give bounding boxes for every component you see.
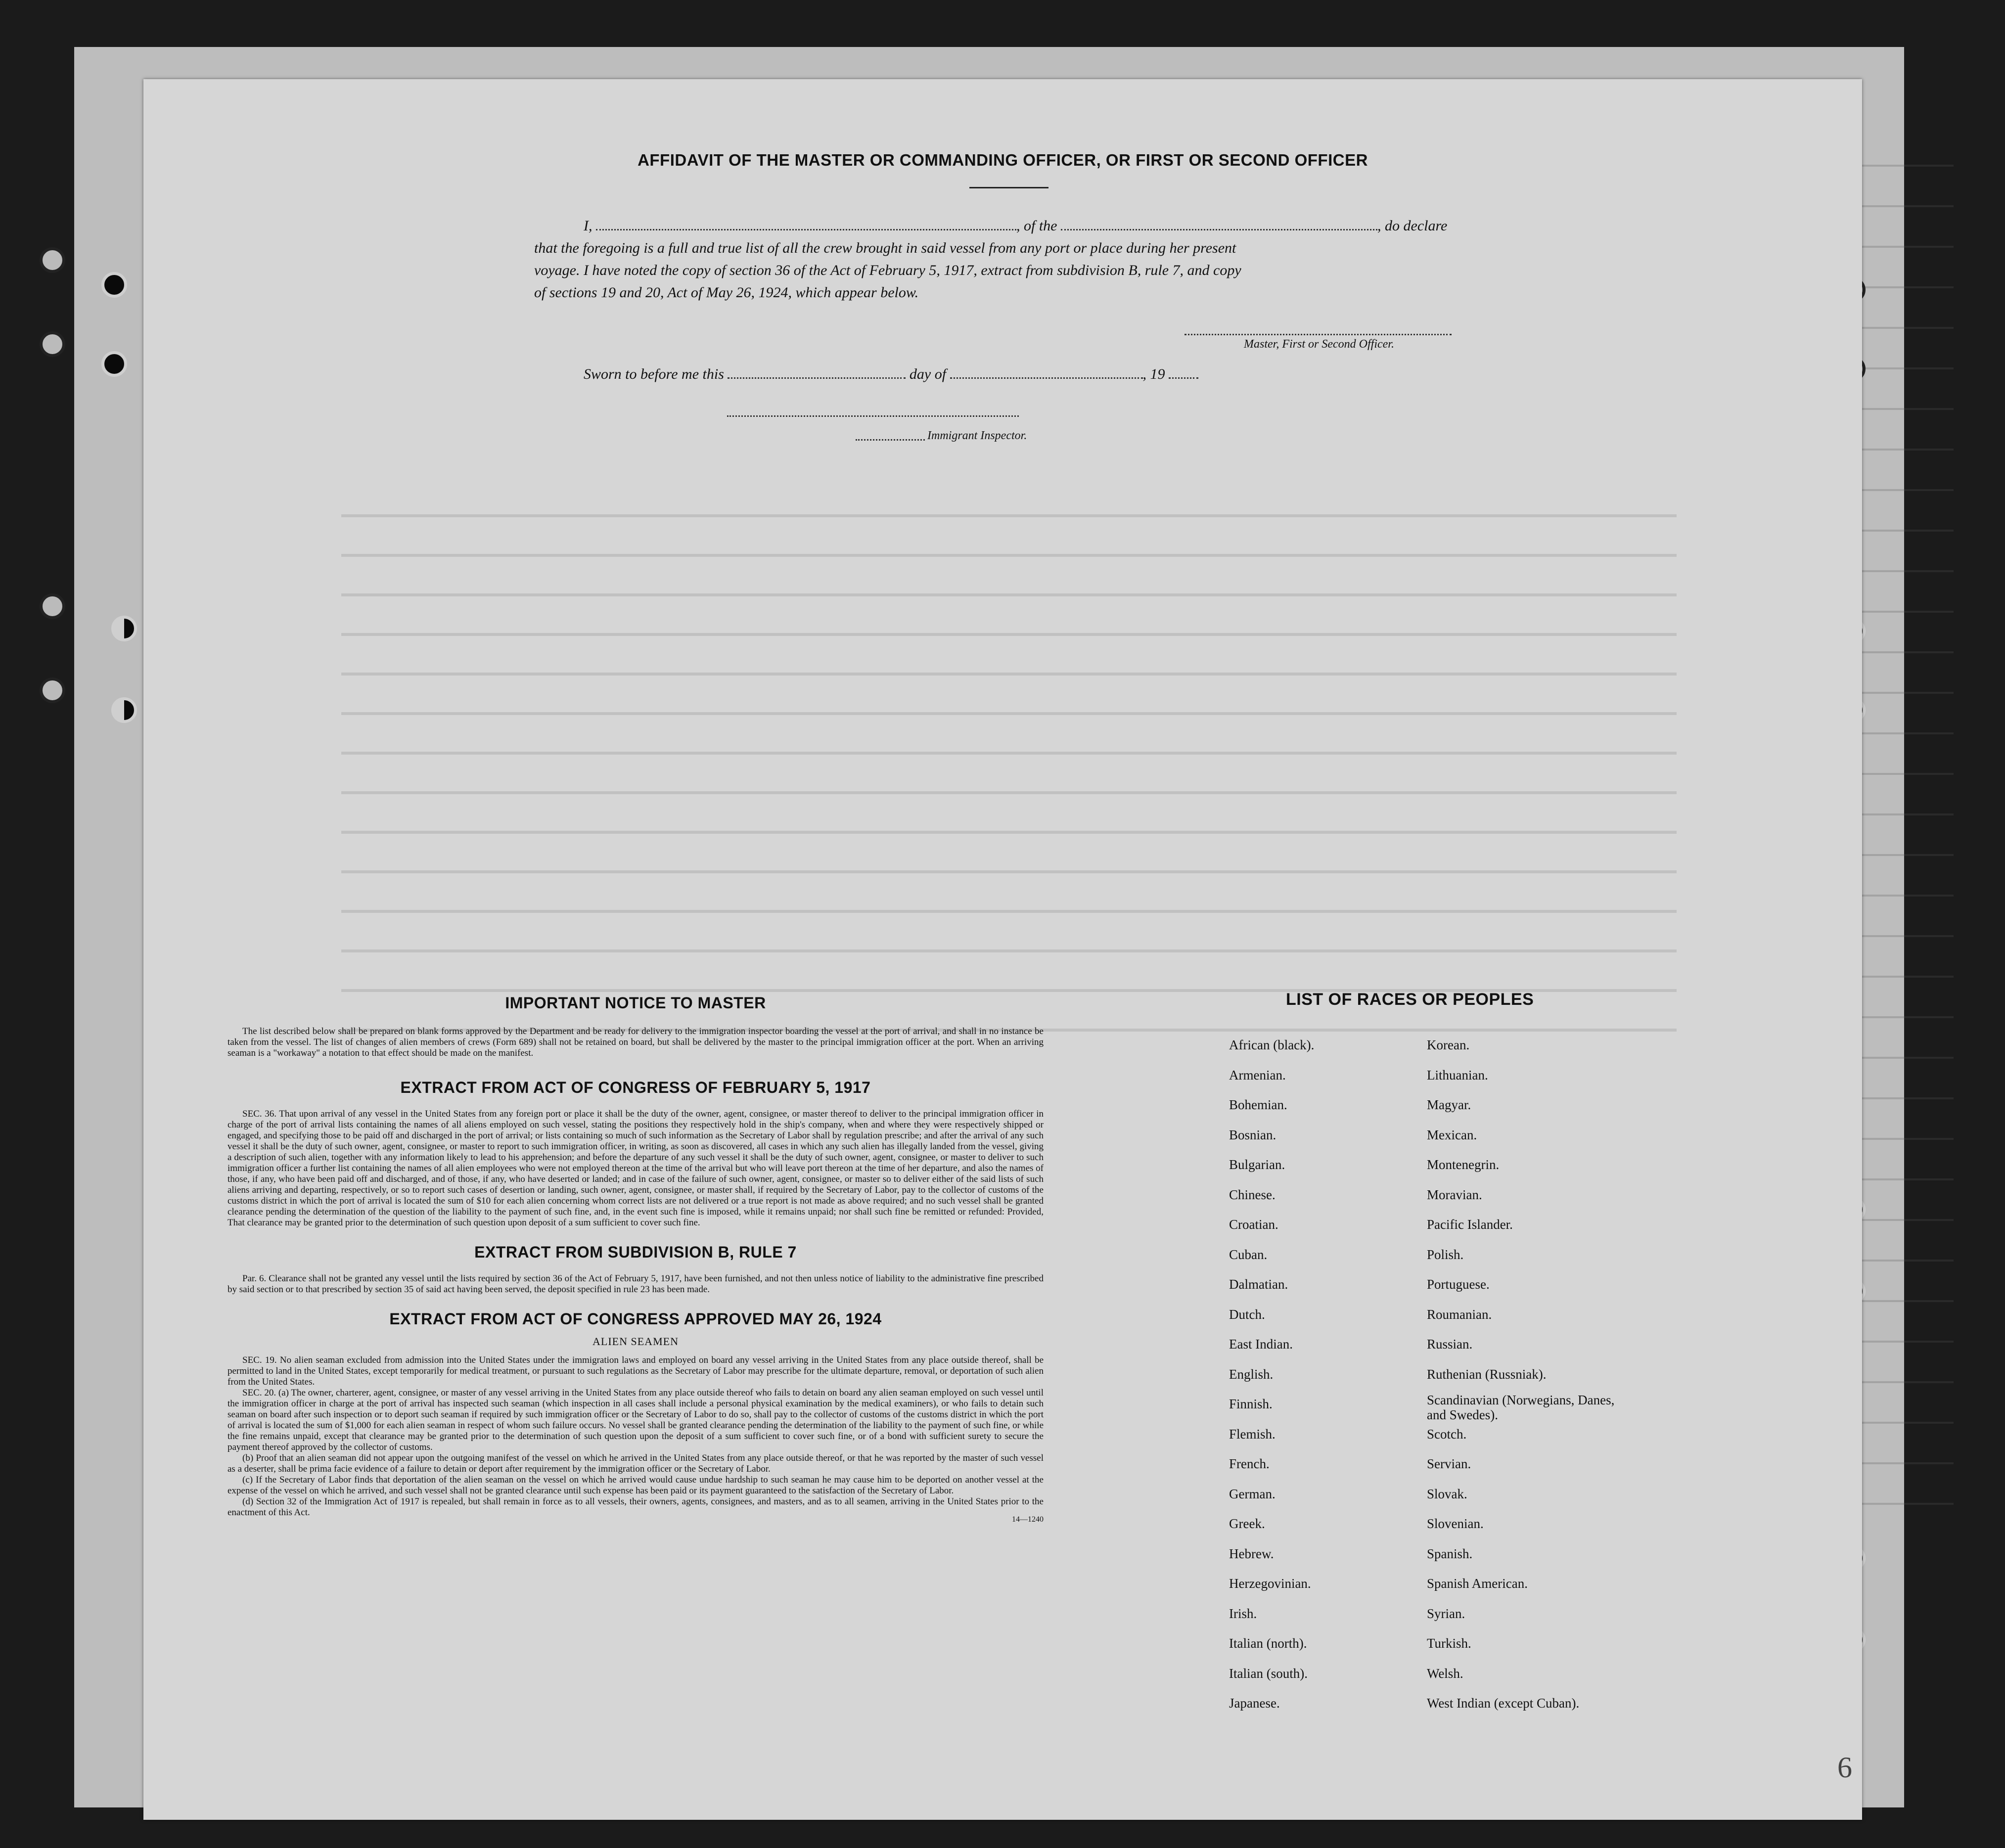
bleed-through-row bbox=[341, 514, 1677, 517]
race-item-right: Lithuanian. bbox=[1427, 1067, 1488, 1082]
binder-hole-left-6 bbox=[111, 616, 137, 641]
bleed-through-row bbox=[341, 673, 1677, 676]
races-title: LIST OF RACES OR PEOPLES bbox=[1286, 990, 1534, 1009]
race-item-right: Magyar. bbox=[1427, 1097, 1471, 1112]
affidavit-line-4: of sections 19 and 20, Act of May 26, 1924, which appear below. bbox=[534, 284, 919, 301]
race-item-left: Bohemian. bbox=[1229, 1097, 1287, 1112]
race-item-left: German. bbox=[1229, 1486, 1276, 1501]
race-item-right: Montenegrin. bbox=[1427, 1157, 1500, 1172]
race-item-left: Finnish. bbox=[1229, 1397, 1273, 1411]
extract-rule7-title: EXTRACT FROM SUBDIVISION B, RULE 7 bbox=[474, 1243, 797, 1261]
race-item-right: Spanish. bbox=[1427, 1546, 1473, 1561]
race-item-left: Cuban. bbox=[1229, 1247, 1268, 1262]
inspector-signature-line-2 bbox=[856, 439, 925, 441]
notices-column bbox=[228, 994, 1044, 1524]
bleed-through-row bbox=[341, 831, 1677, 834]
declarant-name-field[interactable] bbox=[596, 215, 1016, 230]
bleed-through-row bbox=[341, 870, 1677, 873]
binder-hole-left-5 bbox=[40, 593, 65, 619]
race-item-left: English. bbox=[1229, 1366, 1274, 1382]
race-item-left: Italian (south). bbox=[1229, 1666, 1308, 1681]
inspector-signature-line[interactable] bbox=[727, 415, 1019, 417]
race-item-left: Bosnian. bbox=[1229, 1127, 1276, 1142]
race-item-left: Greek. bbox=[1229, 1516, 1265, 1531]
race-item-right: Polish. bbox=[1427, 1247, 1464, 1262]
extract-1924-subtitle: ALIEN SEAMEN bbox=[592, 1335, 679, 1348]
race-item-right: Slovenian. bbox=[1427, 1516, 1484, 1531]
bleed-through-row bbox=[341, 791, 1677, 794]
race-item-right: Syrian. bbox=[1427, 1606, 1465, 1621]
sworn-label: Sworn to before me this bbox=[584, 366, 724, 382]
race-item-right: West Indian (except Cuban). bbox=[1427, 1696, 1580, 1711]
bleed-through-row bbox=[341, 712, 1677, 715]
race-item-right: Ruthenian (Russniak). bbox=[1427, 1366, 1547, 1382]
race-item-right: Pacific Islander. bbox=[1427, 1217, 1513, 1232]
sec20c-body: (c) If the Secretary of Labor finds that deportation of the alien seaman on the vessel on which he arrived would cause undue hardship to such seaman he may cause him to be deported on another vessel at the expense of the vessel on which he arrived, and such vessel shall not be granted clearance until such expense has been paid or its payment guaranteed to the satisfaction of the Secretary of Labor. bbox=[228, 1475, 1044, 1496]
extract-1924-title: EXTRACT FROM ACT OF CONGRESS APPROVED MAY 26, 1924 bbox=[389, 1310, 882, 1328]
title-rule bbox=[969, 187, 1048, 188]
sworn-year-field[interactable] bbox=[1169, 363, 1198, 379]
bleed-through-row bbox=[341, 949, 1677, 952]
race-item-left: Flemish. bbox=[1229, 1426, 1276, 1442]
bleed-through-row bbox=[341, 593, 1677, 596]
binder-hole-left-1 bbox=[40, 247, 65, 273]
sworn-line bbox=[584, 363, 1424, 383]
sec20a-body: SEC. 20. (a) The owner, charterer, agent, consignee, or master of any vessel arriving in the United States from any place outside thereof who fails to detain on board any alien seaman employed on such vessel until the immigration officer in charge at the port of arrival has inspected such seaman (which inspection in all cases shall include a personal physical examination by the medical examiners), or who fails to detain such seaman on board after such inspection or to deport such seaman if required by such immigration officer or the Secretary of Labor to do so, shall pay to the collector of customs of the customs district in which the port of arrival is located the sum of $1,000 for each alien seaman in respect of whom such failure occurs. No vessel shall be granted clearance pending the determination of the liability to the payment of such fine, or while the fine remains unpaid, except that clearance may be granted prior to the determination of such question upon the deposit of a sum sufficient to cover such fine, or of a bond with sufficient surety to secure the payment thereof approved by the collector of customs. bbox=[228, 1388, 1044, 1452]
master-signature-line[interactable] bbox=[1185, 334, 1452, 335]
binder-hole-left-4 bbox=[101, 351, 127, 377]
affidavit-line-3: voyage. I have noted the copy of section 36 of the Act of February 5, 1917, extract from subdivision B, rule 7, and copy bbox=[534, 262, 1241, 278]
vessel-name-field[interactable] bbox=[1061, 215, 1377, 230]
sec20b-body: (b) Proof that an alien seaman did not appear upon the outgoing manifest of the vessel on which he arrived in the United States from any place outside thereof, or that he was reported by the master of such vessel as a deserter, shall be prima facie evidence of a failure to detain or deport after requirement by the immigration officer or the Secretary of Labor. bbox=[228, 1453, 1044, 1474]
sworn-year-label: , 19 bbox=[1142, 366, 1165, 382]
race-item-left: Chinese. bbox=[1229, 1187, 1276, 1202]
race-item-right: Turkish. bbox=[1427, 1636, 1471, 1651]
notice-title: IMPORTANT NOTICE TO MASTER bbox=[505, 994, 766, 1012]
affidavit-line-1 bbox=[584, 215, 1647, 234]
race-item-left: Armenian. bbox=[1229, 1067, 1286, 1082]
page-margin-mark: 6 bbox=[1837, 1751, 1852, 1784]
race-item-right: Scotch. bbox=[1427, 1426, 1467, 1442]
binder-hole-left-7 bbox=[40, 677, 65, 703]
race-item-right: Welsh. bbox=[1427, 1666, 1463, 1681]
race-item-left: Italian (north). bbox=[1229, 1636, 1307, 1651]
inspector-caption: Immigrant Inspector. bbox=[927, 429, 1027, 442]
race-item-left: Dutch. bbox=[1229, 1307, 1265, 1322]
race-item-right: Slovak. bbox=[1427, 1486, 1467, 1501]
race-item-left: African (black). bbox=[1229, 1037, 1315, 1052]
race-item-right: Roumanian. bbox=[1427, 1307, 1492, 1322]
extract-rule7-body: Par. 6. Clearance shall not be granted any vessel until the lists required by section 36 of the Act of February 5, 1917, have been furnished, and not then unless notice of liability to the administrative fine prescribed by said section or to that prescribed by section 35 of said act having been served, the deposit specified in rule 23 has been made. bbox=[228, 1273, 1044, 1295]
notice-body: The list described below shall be prepared on blank forms approved by the Department and be ready for delivery to the immigration inspector boarding the vessel at the port of arrival, and shall in no instance be taken from the vessel. The list of changes of alien members of crews (Form 689) shall not be retained on board, but shall be delivered by the master to the principal immigration officer at the port. When an arriving seaman is a "workaway" a notation to that effect should be made on the manifest. bbox=[228, 1026, 1044, 1058]
affidavit-do-declare: , do declare bbox=[1377, 218, 1448, 234]
race-item-right: Moravian. bbox=[1427, 1187, 1482, 1202]
binder-hole-left-2 bbox=[101, 272, 127, 298]
extract-1917-body: SEC. 36. That upon arrival of any vessel in the United States from any foreign port or place it shall be the duty of the owner, agent, consignee, or master thereof to deliver to the principal immigration officer in charge of the port of arrival lists containing the names of all aliens employed on such vessel, stating the positions they respectively hold in the ship's company, when and where they were respectively shipped or engaged, and specifying those to be paid off and discharged in the port of arrival; or lists containing so much of such information as the Secretary of Labor shall by regulation prescribe; and after the arrival of any such vessel it shall be the duty of such owner, agent, consignee, or master to report to such immigration officer, in writing, as soon as discovered, all cases in which any such alien has illegally landed from the vessel, giving a description of such alien, together with any information likely to lead to his apprehension; and before the departure of any such vessel it shall be the duty of such owner, agent, consignee, or master to deliver to such immigration officer a further list containing the names of all alien employees who were not employed thereon at the time of the arrival but who will leave port thereon at the time of her departure, and also the names of those, if any, who have been paid off and discharged, and of those, if any, who have deserted or landed; and in case of the failure of such owner, agent, consignee, or master so to deliver either of the said lists of such aliens arriving and departing, respectively, or so to report such cases of desertion or landing, such owner, agent, consignee, or master shall, if required by the Secretary of Labor, pay to the collector of customs of the customs district in which the port of arrival is located the sum of $10 for each alien concerning whom correct lists are not delivered or a true report is not made as above required; and no such vessel shall be granted clearance pending the determination of the question of the liability to the payment of such fine, and, in the event such fine is imposed, while it remains unpaid; nor shall such fine be remitted or refunded: Provided, That clearance may be granted prior to the determination of such question upon deposit of a sum sufficient to cover such fine. bbox=[228, 1109, 1044, 1228]
race-item-left: Japanese. bbox=[1229, 1696, 1280, 1711]
race-item-left: East Indian. bbox=[1229, 1337, 1293, 1352]
master-caption: Master, First or Second Officer. bbox=[1244, 338, 1394, 351]
race-item-left: Dalmatian. bbox=[1229, 1277, 1288, 1292]
sec19-body: SEC. 19. No alien seaman excluded from admission into the United States under the immigration laws and employed on board any vessel arriving in the United States from any place outside thereof, shall be permitted to land in the United States, except temporarily for medical treatment, or pursuant to such regulations as the Secretary of Labor may prescribe for the ultimate departure, removal, or deportation of such alien from the United States. bbox=[228, 1355, 1044, 1387]
race-item-right: Spanish American. bbox=[1427, 1576, 1528, 1591]
sworn-day-of: day of bbox=[909, 366, 947, 382]
race-item-left: Hebrew. bbox=[1229, 1546, 1274, 1561]
affidavit-of-the: , of the bbox=[1016, 218, 1057, 234]
race-item-left: Croatian. bbox=[1229, 1217, 1278, 1232]
form-number: 14—1240 bbox=[1012, 1515, 1044, 1524]
affidavit-title: AFFIDAVIT OF THE MASTER OR COMMANDING OFFICER, OR FIRST OR SECOND OFFICER bbox=[638, 151, 1368, 169]
bleed-through-row bbox=[341, 910, 1677, 913]
race-item-left: French. bbox=[1229, 1456, 1270, 1471]
race-item-right: Servian. bbox=[1427, 1456, 1471, 1471]
binder-hole-left-8 bbox=[111, 697, 137, 723]
bleed-through-row bbox=[341, 752, 1677, 755]
extract-1917-title: EXTRACT FROM ACT OF CONGRESS OF FEBRUARY 5, 1917 bbox=[400, 1079, 871, 1096]
race-item-left: Bulgarian. bbox=[1229, 1157, 1285, 1172]
form-page bbox=[143, 79, 1862, 1820]
bleed-through-row bbox=[341, 554, 1677, 557]
sworn-day-field[interactable] bbox=[728, 363, 906, 379]
affidavit-i-label: I, bbox=[584, 218, 592, 234]
race-item-right: Scandinavian (Norwegians, Danes, and Swedes). bbox=[1427, 1393, 1615, 1422]
sworn-month-field[interactable] bbox=[950, 363, 1143, 379]
bleed-through-row bbox=[341, 633, 1677, 636]
race-item-right: Korean. bbox=[1427, 1037, 1470, 1052]
race-item-left: Herzegovinian. bbox=[1229, 1576, 1311, 1591]
binder-hole-left-3 bbox=[40, 331, 65, 357]
sec20d-body: (d) Section 32 of the Immigration Act of 1917 is repealed, but shall remain in force as to all vessels, their owners, agents, consignees, and masters, and as to all seamen, arriving in the United States prior to the enactment of this Act. bbox=[228, 1496, 1044, 1518]
race-item-left: Irish. bbox=[1229, 1606, 1257, 1621]
race-item-right: Portuguese. bbox=[1427, 1277, 1490, 1292]
race-item-right: Mexican. bbox=[1427, 1127, 1477, 1142]
race-item-right: Russian. bbox=[1427, 1337, 1473, 1352]
affidavit-line-2: that the foregoing is a full and true list of all the crew brought in said vessel from any port or place during her present bbox=[534, 240, 1236, 256]
